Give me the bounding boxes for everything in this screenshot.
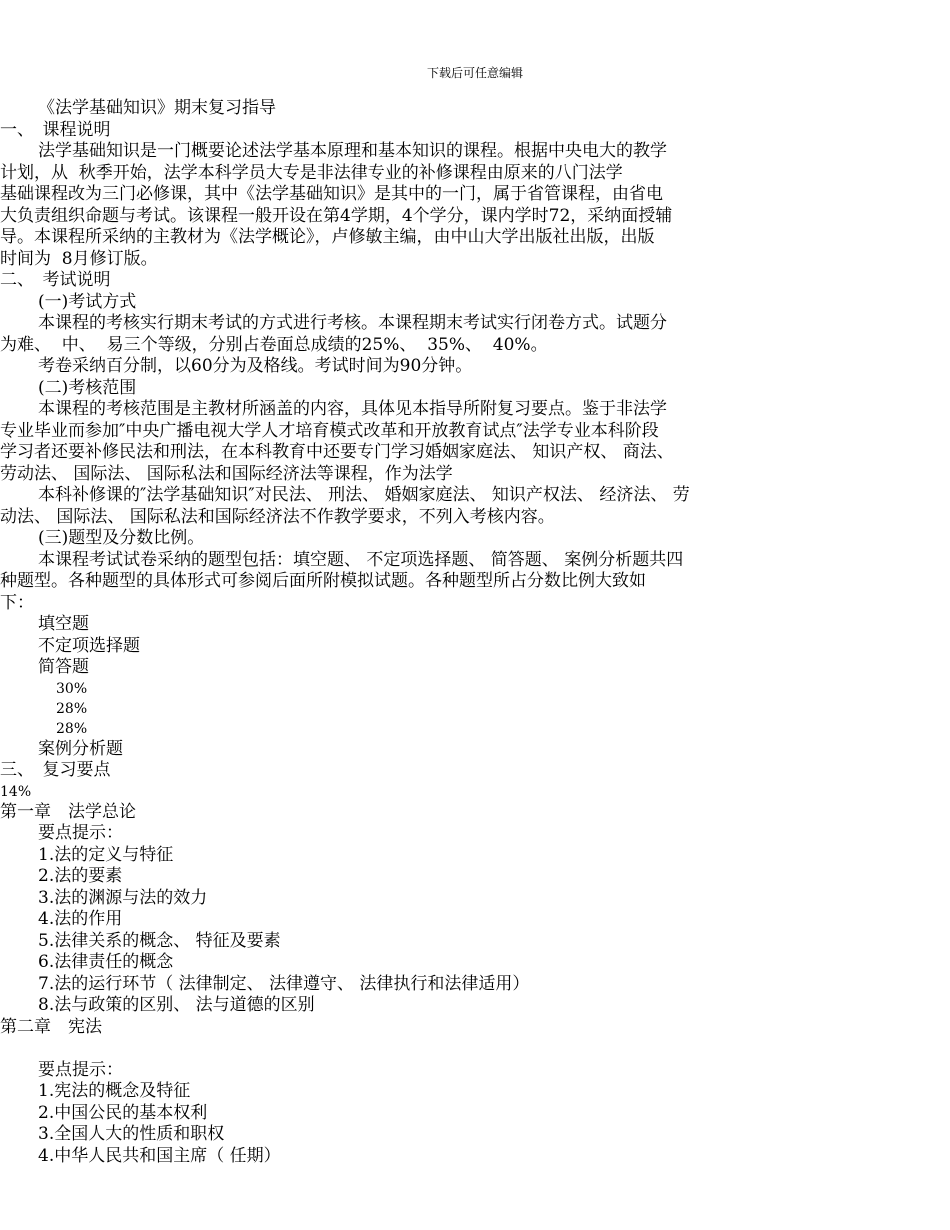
- list-item: 2.中国公民的基本权利: [38, 1102, 208, 1123]
- document-body: [0, 98, 790, 1167]
- question-type: 填空题: [38, 614, 89, 634]
- paragraph-line: 本课程考试试卷采纳的题型包括：填空题、 不定项选择题、 简答题、 案例分析题共四: [38, 549, 684, 570]
- question-type: 简答题: [38, 657, 89, 677]
- list-item: 4.中华人民共和国主席（ 任期）: [38, 1145, 281, 1166]
- list-item: 3.全国人大的性质和职权: [38, 1124, 225, 1144]
- paragraph-line: 种题型。各种题型的具体形式可参阅后面所附模拟试题。各种题型所占分数比例大致如: [0, 571, 646, 591]
- question-type: 不定项选择题: [38, 635, 140, 656]
- paragraph-line: 大负责组织命题与考试。该课程一般开设在第4学期，4个学分，课内学时72，采纳面授辅: [0, 205, 673, 226]
- score-percent: 28%: [56, 720, 88, 737]
- paragraph-line: 专业毕业而参加″中央广播电视大学人才培育模式改革和开放教育试点″法学专业本科阶段: [0, 420, 659, 441]
- subsection-heading: (一)考试方式: [38, 291, 137, 312]
- paragraph-line: 计划，从 秋季开始，法学本科学员大专是非法律专业的补修课程由原来的八门法学: [0, 162, 623, 183]
- question-type: 案例分析题: [38, 738, 123, 759]
- list-item: 4.法的作用: [38, 909, 123, 929]
- list-item: 5.法律关系的概念、 特征及要素: [38, 930, 281, 951]
- score-percent: 28%: [56, 700, 88, 717]
- list-item: 8.法与政策的区别、 法与道德的区别: [38, 995, 315, 1015]
- paragraph-line: 本课程的考核范围是主教材所涵盖的内容，具体见本指导所附复习要点。鉴于非法学: [38, 399, 667, 419]
- paragraph-line: 动法、 国际法、 国际私法和国际经济法不作教学要求，不列入考核内容。: [0, 506, 555, 527]
- blank-line: [0, 1038, 790, 1060]
- paragraph-line: 下：: [0, 592, 34, 613]
- list-item: 7.法的运行环节（ 法律制定、 法律遵守、 法律执行和法律适用）: [38, 973, 530, 994]
- paragraph-line: 基础课程改为三门必修课，其中《法学基础知识》是其中的一门，属于省管课程，由省电: [0, 184, 663, 204]
- chapter-title: 第二章 宪法: [0, 1016, 102, 1037]
- page-header: 下载后可任意编辑: [426, 66, 523, 80]
- paragraph-line: 考卷采纳百分制，以60分为及格线。考试时间为90分钟。: [38, 356, 473, 376]
- list-item: 1.宪法的概念及特征: [38, 1081, 191, 1101]
- paragraph-line: 时间为 8月修订版。: [0, 248, 158, 269]
- paragraph-line: 劳动法、 国际法、 国际私法和国际经济法等课程，作为法学: [0, 463, 453, 484]
- list-item: 3.法的渊源与法的效力: [38, 887, 208, 908]
- paragraph-line: 本课程的考核实行期末考试的方式进行考核。本课程期末考试实行闭卷方式。试题分: [38, 313, 667, 333]
- subsection-heading: (三)题型及分数比例。: [38, 528, 205, 548]
- section-heading: 二、 考试说明: [0, 270, 111, 290]
- list-item: 1.法的定义与特征: [38, 844, 174, 865]
- paragraph-line: 导。本课程所采纳的主教材为《法学概论》，卢修敏主编，由中山大学出版社出版，出版: [0, 227, 655, 247]
- paragraph-line: 学习者还要补修民法和刑法，在本科教育中还要专门学习婚姻家庭法、 知识产权、 商法、: [0, 442, 674, 462]
- section-heading: 三、 复习要点: [0, 760, 111, 780]
- score-percent: 30%: [56, 680, 88, 697]
- paragraph-line: 为难、 中、 易三个等级，分别占卷面总成绩的25%、 35%、 40%。: [0, 334, 548, 355]
- list-item: 6.法律责任的概念: [38, 952, 174, 972]
- paragraph-line: 法学基础知识是一门概要论述法学基本原理和基本知识的课程。根据中央电大的教学: [38, 141, 667, 161]
- key-points-label: 要点提示：: [38, 1059, 123, 1080]
- score-percent: 14%: [0, 783, 32, 800]
- key-points-label: 要点提示：: [38, 823, 123, 843]
- list-item: 2.法的要素: [38, 866, 123, 886]
- subsection-heading: (二)考核范围: [38, 377, 137, 398]
- chapter-title: 第一章 法学总论: [0, 801, 136, 822]
- paragraph-line: 本科补修课的″法学基础知识″对民法、 刑法、 婚姻家庭法、 知识产权法、 经济法、 劳: [38, 485, 690, 505]
- document-title: 《法学基础知识》期末复习指导: [38, 98, 276, 118]
- section-heading: 一、 课程说明: [0, 119, 111, 140]
